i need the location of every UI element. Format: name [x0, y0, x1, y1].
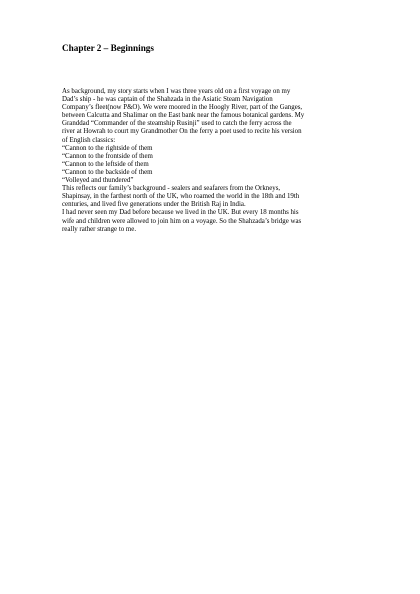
body-line: I had never seen my Dad before because we lived in the UK. But every 18 months his	[62, 209, 299, 217]
poem-line: “Cannon to the frontside of them	[62, 152, 153, 160]
body-line: As background, my story starts when I was three years old on a first voyage on my	[62, 88, 291, 95]
body-line: centuries, and lived five generations under the British Raj in India.	[62, 201, 246, 209]
body-line: really rather strange to me.	[62, 225, 137, 233]
body-line: Dad’s ship - he was captain of the Shahzada in the Asiatic Steam Navigation	[62, 96, 273, 104]
body-line: of English classics:	[62, 136, 116, 144]
body-line: wife and children were allowed to join him on a voyage. So the Shahzada’s bridge was	[62, 217, 302, 225]
body-line: river at Howrah to court my Grandmother On the ferry a poet used to recite his version	[62, 128, 302, 136]
body-line: This reflects our family’s background - sealers and seafarers from the Orkneys,	[62, 185, 281, 193]
poem-line: “Cannon to the leftside of them	[62, 160, 149, 168]
body-line: Company’s fleet(now P&O). We were moored in the Hoogly River, part of the Ganges,	[62, 104, 303, 112]
poem-line: “Volleyed and thundered”	[62, 177, 134, 185]
body-line: Granddad “Commander of the steamship Rusinji” used to catch the ferry across the	[62, 120, 292, 128]
body-line: Shapinsay, in the farthest north of the UK, who roamed the world in the 18th and 19th	[62, 193, 300, 201]
poem-line: “Cannon to the rightside of them	[62, 144, 153, 152]
chapter-body	[62, 88, 362, 234]
chapter-title: Chapter 2 – Beginnings	[62, 43, 154, 53]
poem-line: “Cannon to the backside of them	[62, 168, 153, 176]
body-line: between Calcutta and Shalimar on the East bank near the famous botanical gardens. My	[62, 112, 305, 120]
